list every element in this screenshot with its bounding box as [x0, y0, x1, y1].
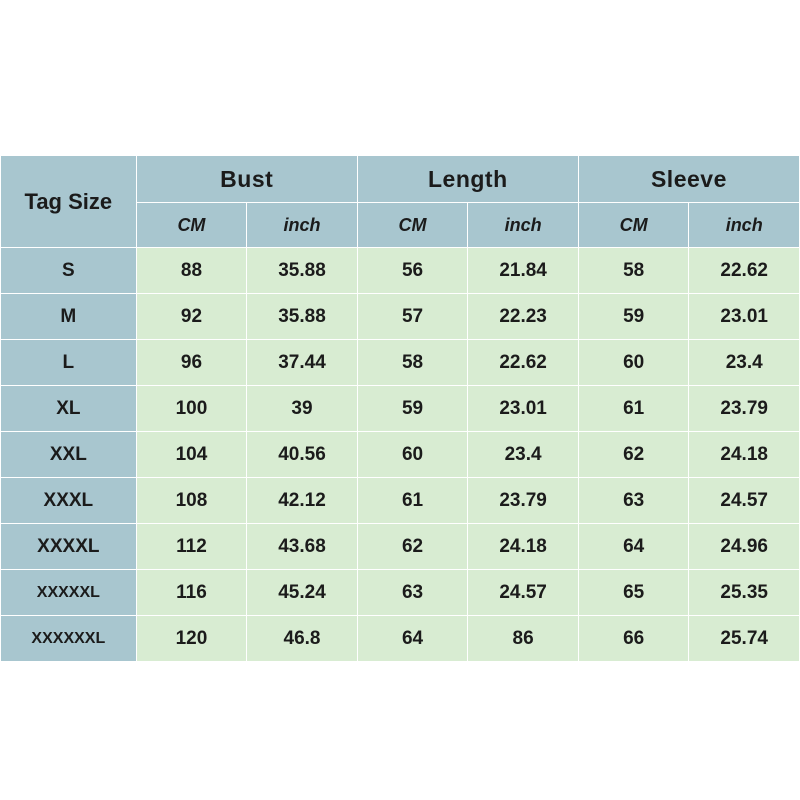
cell-bust-inch: 35.88	[247, 294, 358, 340]
unit-header-sleeve-cm: CM	[578, 203, 689, 248]
cell-length-inch: 24.18	[468, 524, 579, 570]
table-body	[1, 248, 800, 662]
table-header	[1, 156, 800, 248]
cell-bust-cm: 120	[136, 616, 247, 662]
cell-bust-inch: 43.68	[247, 524, 358, 570]
cell-length-cm: 64	[357, 616, 468, 662]
cell-sleeve-cm: 65	[578, 570, 689, 616]
cell-bust-inch: 45.24	[247, 570, 358, 616]
cell-sleeve-cm: 60	[578, 340, 689, 386]
table-row	[1, 386, 800, 432]
cell-length-inch: 24.57	[468, 570, 579, 616]
group-header-length: Length	[357, 156, 578, 203]
cell-length-inch: 23.4	[468, 432, 579, 478]
group-header-bust: Bust	[136, 156, 357, 203]
cell-length-cm: 62	[357, 524, 468, 570]
cell-sleeve-cm: 63	[578, 478, 689, 524]
cell-bust-inch: 40.56	[247, 432, 358, 478]
row-size-label: XXXXXXL	[1, 616, 137, 662]
size-chart-container	[0, 155, 800, 662]
row-size-label: L	[1, 340, 137, 386]
cell-sleeve-inch: 23.79	[689, 386, 800, 432]
table-row	[1, 616, 800, 662]
unit-header-bust-inch: inch	[247, 203, 358, 248]
cell-sleeve-cm: 61	[578, 386, 689, 432]
row-size-label: XL	[1, 386, 137, 432]
header-row-groups	[1, 156, 800, 203]
row-size-label: XXXXL	[1, 524, 137, 570]
row-size-label: XXXL	[1, 478, 137, 524]
table-row	[1, 570, 800, 616]
cell-length-inch: 23.01	[468, 386, 579, 432]
size-chart-table	[0, 155, 800, 662]
cell-bust-inch: 46.8	[247, 616, 358, 662]
cell-bust-cm: 108	[136, 478, 247, 524]
unit-header-length-cm: CM	[357, 203, 468, 248]
cell-sleeve-inch: 24.57	[689, 478, 800, 524]
cell-length-cm: 59	[357, 386, 468, 432]
cell-length-cm: 57	[357, 294, 468, 340]
cell-bust-cm: 96	[136, 340, 247, 386]
cell-sleeve-cm: 62	[578, 432, 689, 478]
cell-sleeve-inch: 24.96	[689, 524, 800, 570]
row-size-label: XXXXXL	[1, 570, 137, 616]
cell-bust-cm: 112	[136, 524, 247, 570]
cell-length-inch: 86	[468, 616, 579, 662]
table-row	[1, 340, 800, 386]
table-row	[1, 478, 800, 524]
cell-bust-cm: 92	[136, 294, 247, 340]
cell-sleeve-cm: 58	[578, 248, 689, 294]
cell-sleeve-inch: 23.01	[689, 294, 800, 340]
cell-length-cm: 63	[357, 570, 468, 616]
unit-header-sleeve-inch: inch	[689, 203, 800, 248]
cell-length-inch: 22.23	[468, 294, 579, 340]
group-header-sleeve: Sleeve	[578, 156, 799, 203]
cell-length-cm: 60	[357, 432, 468, 478]
cell-length-cm: 56	[357, 248, 468, 294]
unit-header-length-inch: inch	[468, 203, 579, 248]
cell-bust-inch: 39	[247, 386, 358, 432]
row-size-label: M	[1, 294, 137, 340]
cell-sleeve-inch: 25.74	[689, 616, 800, 662]
unit-header-bust-cm: CM	[136, 203, 247, 248]
cell-bust-inch: 42.12	[247, 478, 358, 524]
cell-bust-cm: 116	[136, 570, 247, 616]
cell-sleeve-cm: 59	[578, 294, 689, 340]
table-row	[1, 524, 800, 570]
cell-sleeve-inch: 25.35	[689, 570, 800, 616]
cell-bust-cm: 88	[136, 248, 247, 294]
cell-sleeve-cm: 66	[578, 616, 689, 662]
cell-length-cm: 58	[357, 340, 468, 386]
cell-bust-inch: 35.88	[247, 248, 358, 294]
cell-bust-inch: 37.44	[247, 340, 358, 386]
cell-sleeve-inch: 23.4	[689, 340, 800, 386]
cell-length-cm: 61	[357, 478, 468, 524]
cell-bust-cm: 104	[136, 432, 247, 478]
cell-length-inch: 22.62	[468, 340, 579, 386]
row-size-label: S	[1, 248, 137, 294]
corner-header-tag-size: Tag Size	[1, 156, 137, 248]
table-row	[1, 248, 800, 294]
cell-bust-cm: 100	[136, 386, 247, 432]
cell-sleeve-inch: 24.18	[689, 432, 800, 478]
cell-length-inch: 21.84	[468, 248, 579, 294]
table-row	[1, 432, 800, 478]
cell-sleeve-inch: 22.62	[689, 248, 800, 294]
table-row	[1, 294, 800, 340]
cell-sleeve-cm: 64	[578, 524, 689, 570]
row-size-label: XXL	[1, 432, 137, 478]
cell-length-inch: 23.79	[468, 478, 579, 524]
